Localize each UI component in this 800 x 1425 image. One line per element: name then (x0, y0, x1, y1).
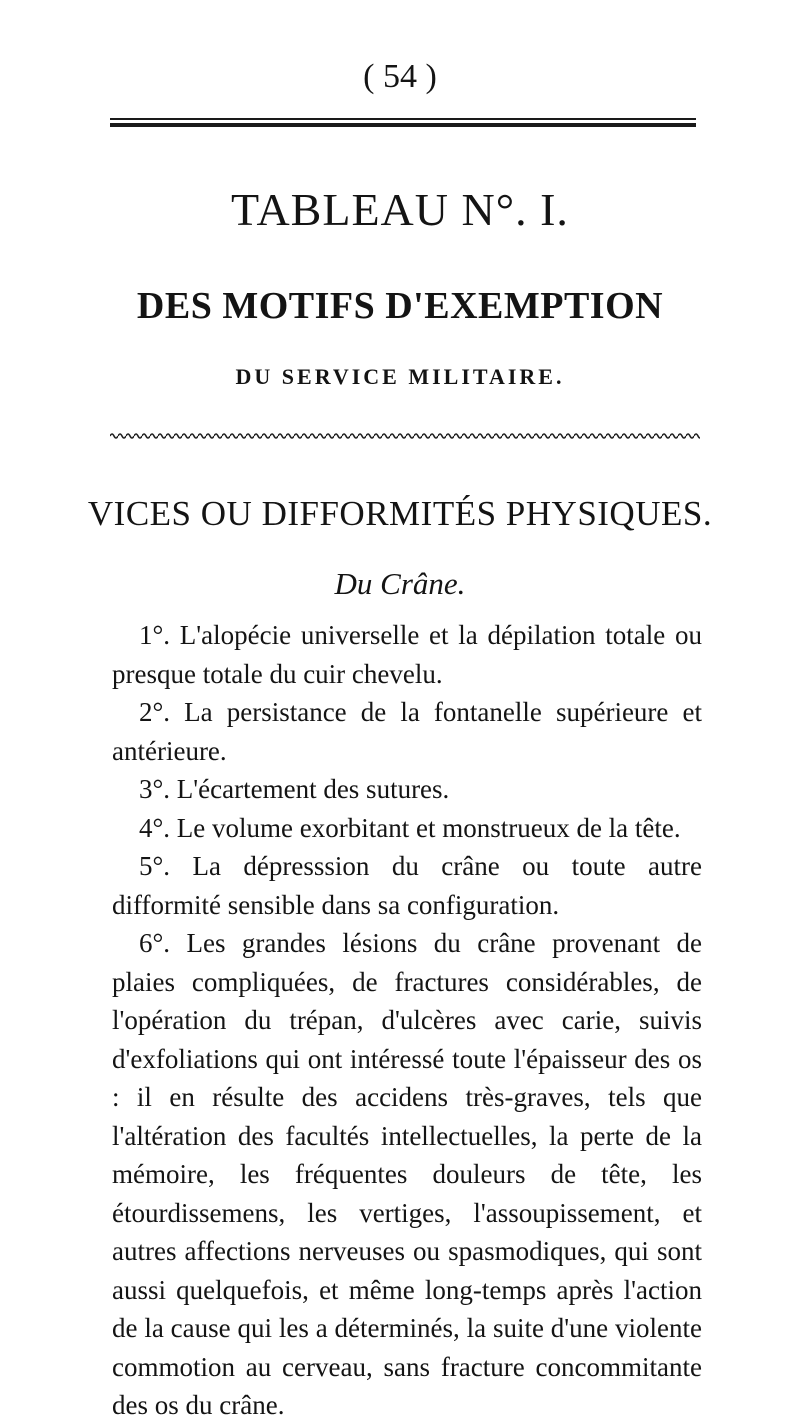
page-number: ( 54 ) (363, 58, 437, 95)
item-list (112, 616, 702, 1425)
list-item: 4°. Le volume exorbitant et monstrueux de la tête. (139, 812, 681, 843)
list-item: 2°. La persistance de la fontanelle supérieure et antérieure. (112, 697, 702, 766)
list-item: 5°. La dépresssion du crâne ou toute autre difformité sensible dans sa configuration. (112, 851, 702, 920)
list-item: 1°. L'alopécie universelle et la dépilation totale ou presque totale du cuir chevelu. (112, 620, 702, 689)
subsection-heading: Du Crâne. (334, 566, 466, 601)
double-rule-divider (110, 118, 696, 127)
table-subtitle: DES MOTIFS D'EXEMPTION (136, 285, 664, 327)
table-title: TABLEAU N°. I. (231, 184, 569, 235)
section-heading: VICES OU DIFFORMITÉS PHYSIQUES. (87, 494, 713, 533)
table-subtitle-secondary: DU SERVICE MILITAIRE. (235, 364, 565, 389)
list-item: 3°. L'écartement des sutures. (139, 774, 450, 804)
wavy-rule-divider (110, 432, 700, 440)
list-item: 6°. Les grandes lésions du crâne provenant de plaies compliquées, de fractures considérables, de l'opération du trépan, d'ulcères avec carie, suivis d'exfoliations qui ont intéressé toute l'épaisseur des os : il en résulte des accidens très-graves, tels que l'altération des facultés intellectuelles, la perte de la mémoire, les fréquentes douleurs de tête, les étourdissemens, les vertiges, l'assoupissement, et autres affections nerveuses ou spasmodiques, qui sont aussi quelquefois, et même long-temps après l'action de la cause qui les a déterminés, la suite d'une violente commotion au cerveau, sans fracture concommitante des os du crâne. (112, 928, 702, 1420)
